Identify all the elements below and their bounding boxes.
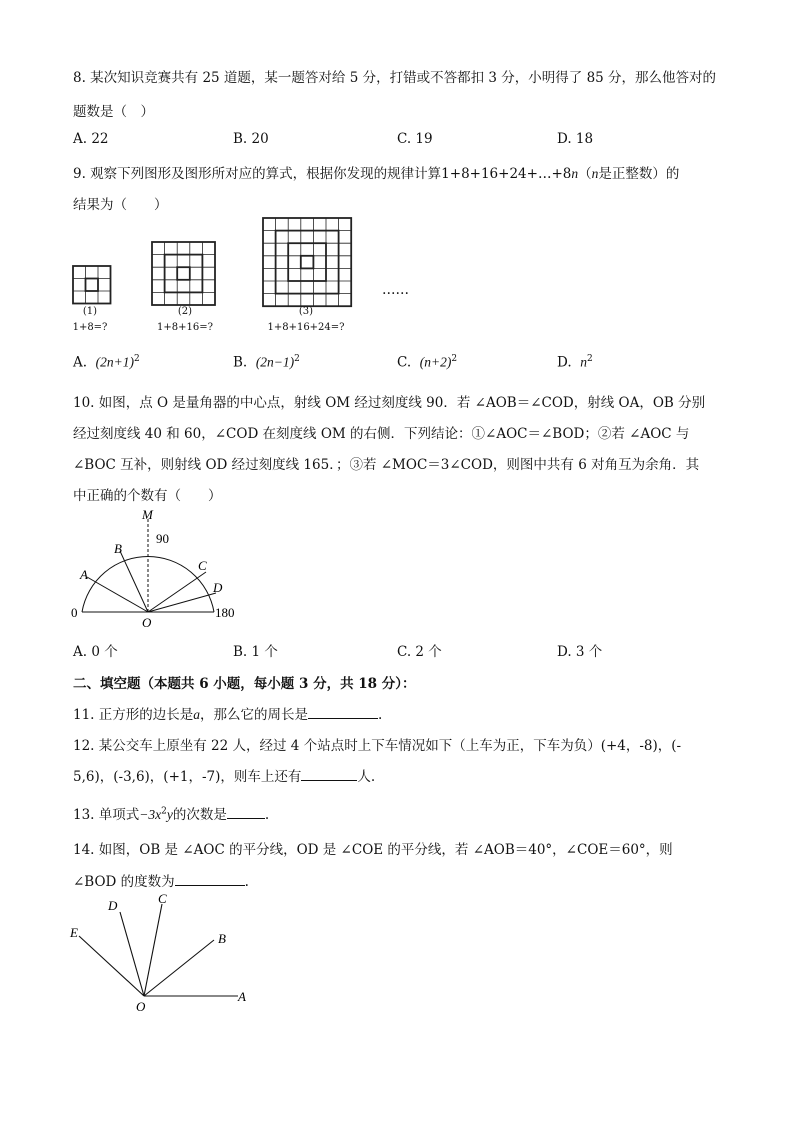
label-c: C <box>198 558 207 573</box>
grid-ring <box>301 256 314 269</box>
grid-ring <box>288 243 326 281</box>
label-o: O <box>142 615 152 630</box>
q8-option-a: A. 22 <box>73 131 109 147</box>
grid-ring <box>165 255 203 293</box>
q14-line2: ∠BOD 的度数为 . <box>73 870 249 890</box>
ray-oa <box>87 577 148 612</box>
grid-ring <box>177 267 190 280</box>
q12-line2: 5,6)，(-3,6)，(+1，-7)，则车上还有 人. <box>73 765 375 785</box>
ray-oc <box>144 904 162 996</box>
q9-note: 是正整数）的 <box>598 166 680 182</box>
q9-option-a: A. $(2n+1)^2$ <box>73 354 140 371</box>
q10-line3: ∠BOC 互补，则射线 OD 经过刻度线 165．；③若 ∠MOC＝3∠COD，则图中共有 6 对角互为余角．其 <box>73 457 700 473</box>
label-a: A <box>238 989 246 1004</box>
q11: 11. 正方形的边长是a，那么它的周长是 . <box>73 703 382 723</box>
q9-figure-2 <box>152 242 215 305</box>
q12-blank[interactable] <box>301 766 357 781</box>
q9-figure-2-caption: 1+8+16=? <box>157 322 213 333</box>
q9-paren: （ <box>578 166 592 182</box>
q8-option-c: C. 19 <box>397 131 433 147</box>
q10-option-d: D. 3 个 <box>557 644 603 660</box>
q13: 13. 单项式$-3x^2y$的次数是 . <box>73 803 269 823</box>
q9-var-n: n <box>571 166 579 181</box>
label-b: B <box>218 931 226 946</box>
label-90: 90 <box>156 531 169 546</box>
label-c: C <box>158 891 167 906</box>
q9-figure-1-caption: 1+8=? <box>72 322 108 333</box>
q14-angle-figure <box>66 890 266 1015</box>
label-a: A <box>80 567 88 582</box>
q8-line1: 8. 某次知识竞赛共有 25 道题，某一题答对给 5 分，打错或不答都扣 3 分，小明得了 85 分，那么他答对的 <box>73 70 717 86</box>
q9-var-n-2: n <box>591 166 599 181</box>
q9-figures <box>70 214 370 314</box>
q10-option-a: A. 0 个 <box>73 644 118 660</box>
ray-od <box>120 912 144 996</box>
q9-option-d: D. $n^2$ <box>557 354 593 371</box>
q11-blank[interactable] <box>308 704 378 719</box>
grid-ring <box>276 231 339 294</box>
q8-option-b: B. 20 <box>233 131 269 147</box>
q14-blank[interactable] <box>175 871 245 886</box>
q13-monomial: −3x <box>139 807 162 822</box>
q10-line1: 10. 如图，点 O 是量角器的中心点，射线 OM 经过刻度线 90．若 ∠AOB＝∠COD，射线 OA，OB 分别 <box>73 395 706 411</box>
q9-formula: 1+8+16+24+…+8 <box>441 166 572 182</box>
q14-line1: 14. 如图，OB 是 ∠AOC 的平分线，OD 是 ∠COE 的平分线，若 ∠AOB＝40°，∠COE＝60°，则 <box>73 842 673 858</box>
grid-ring <box>86 279 99 292</box>
label-d: D <box>108 898 118 913</box>
q10-line4: 中正确的个数有（ ） <box>73 488 222 504</box>
ray-oc <box>148 572 206 612</box>
q9-line1 <box>73 162 679 182</box>
grid-ring <box>73 266 111 304</box>
q9-text: 9. 观察下列图形及图形所对应的算式，根据你发现的规律计算 <box>73 166 442 182</box>
q10-option-c: C. 2 个 <box>397 644 442 660</box>
q11-var-a: a <box>193 707 201 722</box>
section-heading: 二、填空题（本题共 6 小题，每小题 3 分，共 18 分）： <box>73 676 416 692</box>
q9-option-b: B. $(2n-1)^2$ <box>233 354 300 371</box>
q12-line1: 12. 某公交车上原坐有 22 人，经过 4 个站点时上下车情况如下（上车为正，下车为负）(+4，-8)，(- <box>73 738 682 754</box>
q9-figure-1 <box>73 266 111 304</box>
label-b: B <box>114 541 122 556</box>
q9-option-c: C. $(n+2)^2$ <box>397 354 458 371</box>
ray-ob <box>120 551 148 612</box>
q8-option-d: D. 18 <box>557 131 594 147</box>
q9-figure-3 <box>263 218 351 306</box>
grid-ring <box>152 242 215 305</box>
q13-blank[interactable] <box>227 804 265 819</box>
q10-option-b: B. 1 个 <box>233 644 278 660</box>
ray-oe <box>79 936 144 996</box>
ray-od <box>148 593 216 612</box>
q9-figure-3-label: (3) <box>298 306 314 317</box>
label-m: M <box>142 507 153 522</box>
q9-line2: 结果为（ ） <box>73 197 168 213</box>
q9-figure-2-label: (2) <box>177 306 193 317</box>
q10-line2: 经过刻度线 40 和 60，∠COD 在刻度线 OM 的右侧．下列结论：①∠AOC＝∠BOD；②若 ∠AOC 与 <box>73 426 690 442</box>
q10-protractor-figure <box>66 505 256 630</box>
q9-ellipsis: …… <box>382 282 409 298</box>
label-180: 180 <box>215 605 235 620</box>
label-o: O <box>136 999 146 1014</box>
label-0: 0 <box>71 605 78 620</box>
ray-ob <box>144 940 214 996</box>
label-d: D <box>213 580 223 595</box>
q9-figure-3-caption: 1+8+16+24=? <box>267 322 345 333</box>
q8-line2: 题数是（ ） <box>73 104 154 120</box>
q9-figure-1-label: (1) <box>82 306 98 317</box>
label-e: E <box>70 925 78 940</box>
